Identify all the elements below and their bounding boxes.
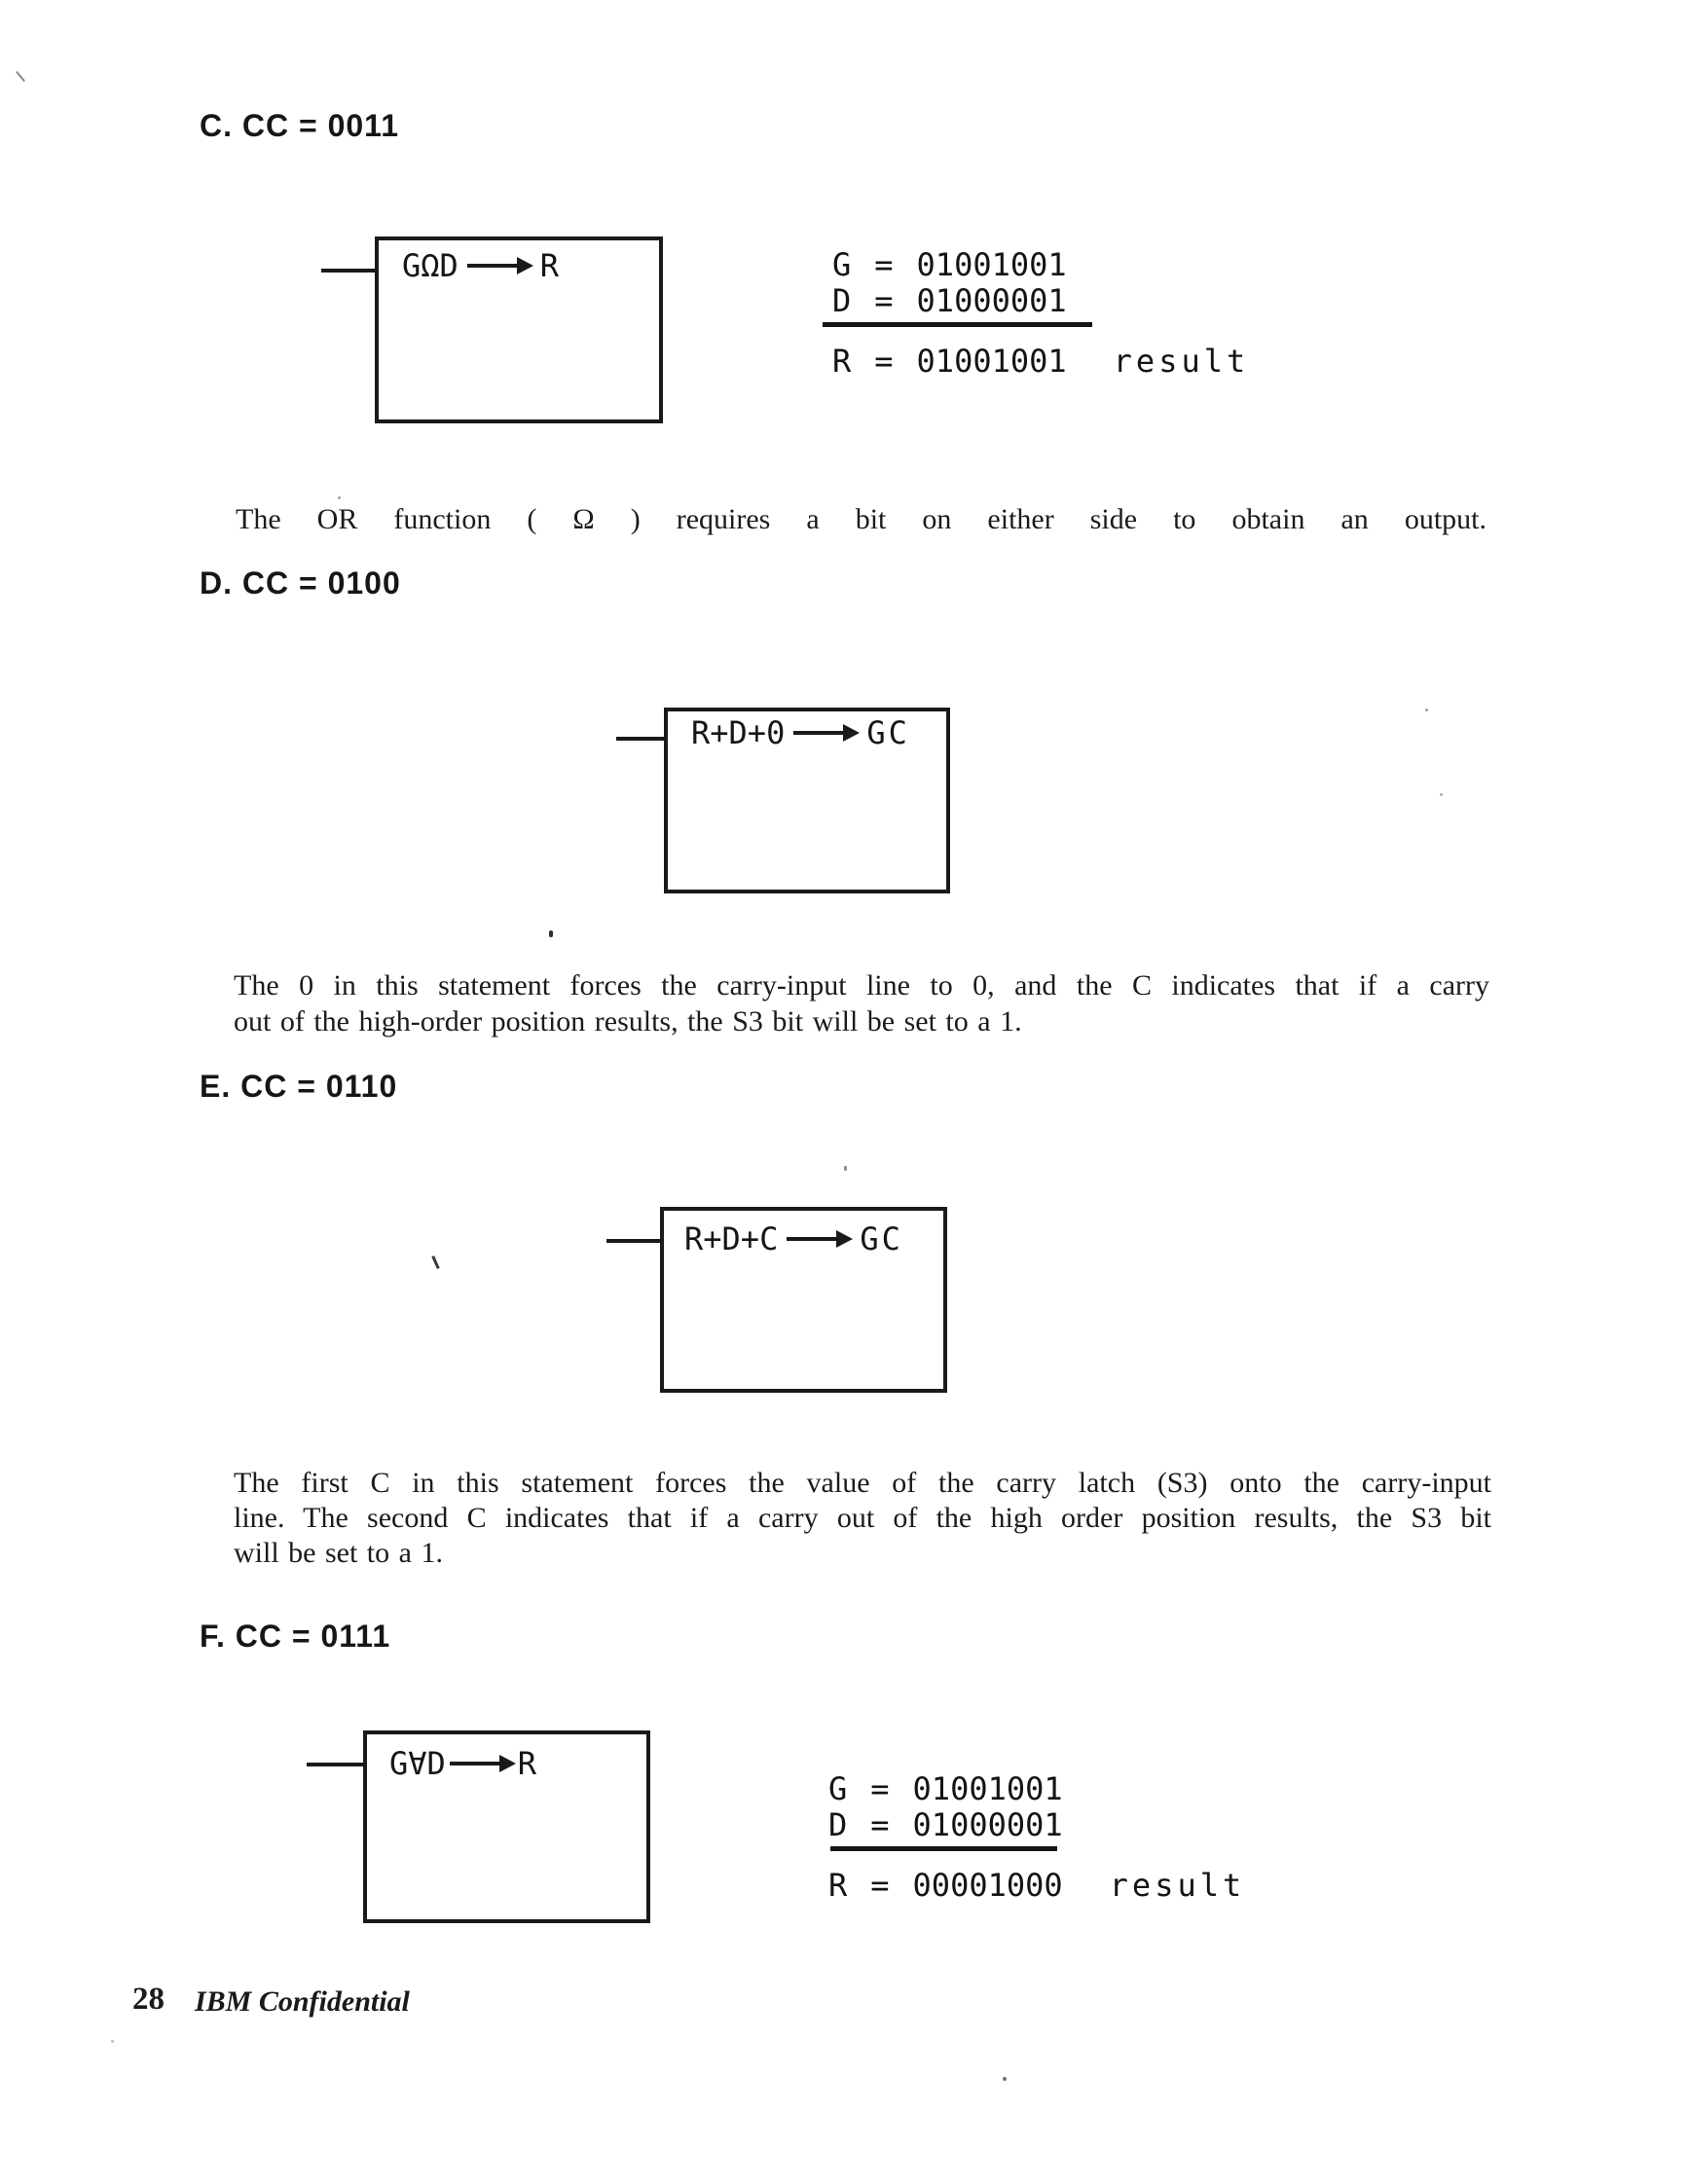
note-line: line. The second C indicates that if a carry out of the high order position results, the S3 bit: [234, 1502, 1491, 1534]
page-number: 28: [132, 1982, 165, 2017]
arrow-right-icon: [467, 264, 518, 268]
box-target: R: [517, 1745, 540, 1782]
equals-sign: =: [870, 1770, 890, 1807]
logic-box-d: [664, 708, 950, 893]
note-line: will be set to a 1.: [234, 1537, 443, 1569]
calc-row-result: [832, 344, 1249, 380]
equals-sign: =: [870, 1867, 890, 1904]
operand-value: 01000001: [912, 1806, 1063, 1843]
calc-row-d: [832, 283, 1249, 319]
confidential-label: IBM Confidential: [195, 1985, 410, 2018]
note-line: out of the high-order position results, the S3 bit will be set to a 1.: [234, 1005, 1022, 1037]
calc-row-g: [828, 1771, 1245, 1807]
section-heading-c: C. CC = 0011: [200, 108, 399, 143]
section-heading-e: E. CC = 0110: [200, 1069, 398, 1104]
scan-speck: [16, 71, 25, 82]
operand-value: 01001001: [912, 1770, 1063, 1807]
operand-label: D: [832, 282, 852, 319]
box-expression: R+D+0: [691, 714, 786, 751]
calc-row-g: [832, 247, 1249, 283]
note-line: The first C in this statement forces the value of the carry latch (S3) onto the carry-input: [234, 1467, 1491, 1499]
logic-box-f: [363, 1730, 650, 1923]
note-e: [234, 1466, 1491, 1571]
equals-sign: =: [874, 246, 894, 283]
scan-speck: [549, 930, 553, 937]
equals-sign: =: [874, 343, 894, 380]
note-c: The OR function ( Ω ) requires a bit on either side to obtain an output.: [236, 503, 1486, 535]
scan-speck: [844, 1166, 847, 1171]
box-target: GC: [866, 714, 910, 751]
sum-rule: [830, 1846, 1057, 1851]
operand-label: D: [828, 1806, 848, 1843]
box-target: GC: [860, 1220, 903, 1257]
section-heading-f: F. CC = 0111: [200, 1619, 391, 1654]
result-label: R: [828, 1867, 848, 1904]
arrow-right-icon: [793, 731, 844, 735]
input-line: [321, 269, 375, 273]
scan-speck: [111, 2040, 114, 2043]
scan-speck: [1440, 793, 1443, 796]
logic-box-c: [375, 237, 663, 423]
box-statement: [389, 1747, 539, 1780]
operand-value: 01000001: [916, 282, 1067, 319]
sum-rule: [823, 322, 1092, 327]
scan-speck: [1425, 709, 1428, 711]
calc-row-result: [828, 1868, 1245, 1904]
scan-speck: [338, 496, 341, 499]
section-heading-d: D. CC = 0100: [200, 565, 401, 601]
equals-sign: =: [870, 1806, 890, 1843]
scan-speck: [431, 1256, 439, 1269]
scan-speck: [1003, 2077, 1007, 2081]
result-label: R: [832, 343, 852, 380]
box-statement: [402, 249, 562, 282]
result-value: 01001001: [916, 343, 1067, 380]
arrow-right-icon: [787, 1237, 837, 1241]
operand-label: G: [832, 246, 852, 283]
arrow-right-icon: [450, 1762, 500, 1765]
box-statement: [691, 716, 910, 749]
result-note: result: [1109, 1867, 1246, 1904]
equals-sign: =: [874, 282, 894, 319]
binary-calc-c: [832, 247, 1249, 380]
box-expression: G∀D: [389, 1745, 446, 1782]
result-note: result: [1113, 343, 1250, 380]
calc-row-d: [828, 1807, 1245, 1843]
note-line: The 0 in this statement forces the carry-input line to 0, and the C indicates that if a carry: [234, 969, 1489, 1001]
input-line: [606, 1239, 660, 1243]
input-line: [307, 1763, 363, 1766]
box-statement: [684, 1222, 903, 1256]
logic-box-e: [660, 1207, 947, 1393]
box-expression: GΩD: [402, 247, 459, 284]
note-d: [234, 967, 1489, 1039]
operand-value: 01001001: [916, 246, 1067, 283]
box-target: R: [539, 247, 563, 284]
result-value: 00001000: [912, 1867, 1063, 1904]
input-line: [616, 737, 664, 741]
operand-label: G: [828, 1770, 848, 1807]
box-expression: R+D+C: [684, 1220, 779, 1257]
binary-calc-f: [828, 1771, 1245, 1904]
